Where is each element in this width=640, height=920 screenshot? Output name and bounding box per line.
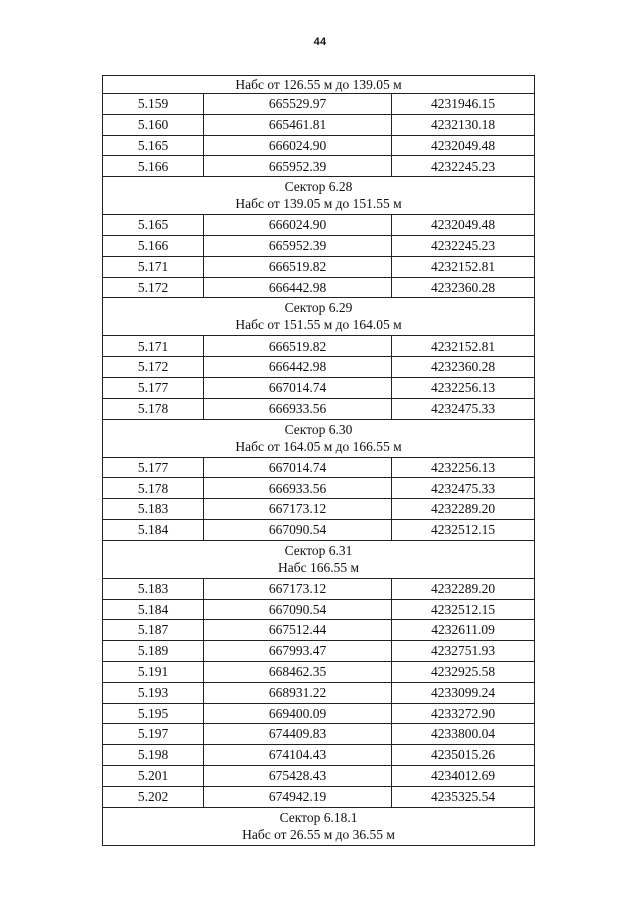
- sector-title: Сектор 6.31: [284, 542, 353, 558]
- table-row: [103, 135, 535, 156]
- y-coordinate-cell: 4232289.20: [392, 578, 535, 599]
- y-coordinate-cell: 4232049.48: [392, 135, 535, 156]
- point-number-cell: 5.171: [103, 336, 204, 357]
- section-header: [103, 807, 535, 845]
- height-range-label: Набс от 139.05 м до 151.55 м: [235, 196, 402, 212]
- table-row: [103, 114, 535, 135]
- y-coordinate-cell: 4233099.24: [392, 682, 535, 703]
- x-coordinate-cell: 666442.98: [204, 357, 392, 378]
- section-header-row: [103, 807, 535, 845]
- y-coordinate-cell: 4232130.18: [392, 114, 535, 135]
- height-range-label: Набс от 26.55 м до 36.55 м: [242, 826, 395, 842]
- point-number-cell: 5.198: [103, 745, 204, 766]
- x-coordinate-cell: 667090.54: [204, 519, 392, 540]
- point-number-cell: 5.183: [103, 578, 204, 599]
- x-coordinate-cell: 665529.97: [204, 94, 392, 115]
- y-coordinate-cell: 4231946.15: [392, 94, 535, 115]
- y-coordinate-cell: 4232475.33: [392, 398, 535, 419]
- y-coordinate-cell: 4233272.90: [392, 703, 535, 724]
- table-row: [103, 256, 535, 277]
- x-coordinate-cell: 666933.56: [204, 478, 392, 499]
- x-coordinate-cell: 666024.90: [204, 215, 392, 236]
- point-number-cell: 5.178: [103, 478, 204, 499]
- x-coordinate-cell: 665952.39: [204, 235, 392, 256]
- table-row: [103, 478, 535, 499]
- x-coordinate-cell: 674409.83: [204, 724, 392, 745]
- page-number: 44: [313, 36, 327, 48]
- table-row: [103, 765, 535, 786]
- table-row: [103, 745, 535, 766]
- coordinates-table-body: [103, 76, 535, 846]
- section-header: [103, 76, 535, 94]
- sector-title: Сектор 6.28: [284, 179, 353, 195]
- x-coordinate-cell: 666519.82: [204, 256, 392, 277]
- x-coordinate-cell: 674942.19: [204, 786, 392, 807]
- table-row: [103, 786, 535, 807]
- point-number-cell: 5.172: [103, 357, 204, 378]
- table-row: [103, 682, 535, 703]
- point-number-cell: 5.195: [103, 703, 204, 724]
- section-header-row: [103, 298, 535, 336]
- section-header: [103, 540, 535, 578]
- y-coordinate-cell: 4232256.13: [392, 377, 535, 398]
- table-row: [103, 357, 535, 378]
- y-coordinate-cell: 4232289.20: [392, 499, 535, 520]
- point-number-cell: 5.201: [103, 765, 204, 786]
- y-coordinate-cell: 4232152.81: [392, 336, 535, 357]
- y-coordinate-cell: 4232245.23: [392, 235, 535, 256]
- point-number-cell: 5.159: [103, 94, 204, 115]
- table-row: [103, 377, 535, 398]
- x-coordinate-cell: 666442.98: [204, 277, 392, 298]
- table-row: [103, 599, 535, 620]
- table-row: [103, 703, 535, 724]
- section-header: [103, 298, 535, 336]
- point-number-cell: 5.171: [103, 256, 204, 277]
- y-coordinate-cell: 4234012.69: [392, 765, 535, 786]
- y-coordinate-cell: 4232925.58: [392, 661, 535, 682]
- x-coordinate-cell: 665952.39: [204, 156, 392, 177]
- table-row: [103, 277, 535, 298]
- point-number-cell: 5.184: [103, 519, 204, 540]
- sector-title: Сектор 6.29: [284, 300, 353, 316]
- y-coordinate-cell: 4232512.15: [392, 599, 535, 620]
- y-coordinate-cell: 4232256.13: [392, 457, 535, 478]
- table-row: [103, 156, 535, 177]
- height-range-label: Набс от 126.55 м до 139.05 м: [235, 77, 402, 92]
- height-range-label: Набс от 164.05 м до 166.55 м: [235, 438, 402, 454]
- point-number-cell: 5.187: [103, 620, 204, 641]
- x-coordinate-cell: 667512.44: [204, 620, 392, 641]
- point-number-cell: 5.191: [103, 661, 204, 682]
- section-header: [103, 419, 535, 457]
- height-range-label: Набс от 151.55 м до 164.05 м: [235, 317, 402, 333]
- x-coordinate-cell: 666519.82: [204, 336, 392, 357]
- y-coordinate-cell: 4232611.09: [392, 620, 535, 641]
- table-row: [103, 215, 535, 236]
- point-number-cell: 5.177: [103, 377, 204, 398]
- y-coordinate-cell: 4232475.33: [392, 478, 535, 499]
- x-coordinate-cell: 665461.81: [204, 114, 392, 135]
- point-number-cell: 5.183: [103, 499, 204, 520]
- y-coordinate-cell: 4232245.23: [392, 156, 535, 177]
- table-row: [103, 620, 535, 641]
- sector-title: Сектор 6.18.1: [279, 809, 358, 825]
- table-row: [103, 94, 535, 115]
- table-row: [103, 398, 535, 419]
- table-row: [103, 578, 535, 599]
- x-coordinate-cell: 669400.09: [204, 703, 392, 724]
- y-coordinate-cell: 4232049.48: [392, 215, 535, 236]
- section-header-row: [103, 419, 535, 457]
- point-number-cell: 5.165: [103, 135, 204, 156]
- x-coordinate-cell: 667014.74: [204, 377, 392, 398]
- x-coordinate-cell: 667173.12: [204, 578, 392, 599]
- y-coordinate-cell: 4233800.04: [392, 724, 535, 745]
- table-row: [103, 457, 535, 478]
- point-number-cell: 5.202: [103, 786, 204, 807]
- y-coordinate-cell: 4235015.26: [392, 745, 535, 766]
- x-coordinate-cell: 668462.35: [204, 661, 392, 682]
- table-row: [103, 724, 535, 745]
- y-coordinate-cell: 4232751.93: [392, 641, 535, 662]
- point-number-cell: 5.165: [103, 215, 204, 236]
- point-number-cell: 5.172: [103, 277, 204, 298]
- point-number-cell: 5.189: [103, 641, 204, 662]
- x-coordinate-cell: 667173.12: [204, 499, 392, 520]
- section-header: [103, 177, 535, 215]
- y-coordinate-cell: 4232152.81: [392, 256, 535, 277]
- sector-title: Сектор 6.30: [284, 421, 353, 437]
- x-coordinate-cell: 667090.54: [204, 599, 392, 620]
- table-row: [103, 519, 535, 540]
- table-row: [103, 336, 535, 357]
- x-coordinate-cell: 666933.56: [204, 398, 392, 419]
- y-coordinate-cell: 4232360.28: [392, 277, 535, 298]
- table-row: [103, 235, 535, 256]
- point-number-cell: 5.160: [103, 114, 204, 135]
- section-header-row: [103, 177, 535, 215]
- y-coordinate-cell: 4232360.28: [392, 357, 535, 378]
- height-range-label: Набс 166.55 м: [278, 559, 360, 575]
- x-coordinate-cell: 667993.47: [204, 641, 392, 662]
- table-row: [103, 641, 535, 662]
- point-number-cell: 5.178: [103, 398, 204, 419]
- coordinates-table: [102, 75, 535, 846]
- y-coordinate-cell: 4235325.54: [392, 786, 535, 807]
- y-coordinate-cell: 4232512.15: [392, 519, 535, 540]
- x-coordinate-cell: 668931.22: [204, 682, 392, 703]
- table-row: [103, 499, 535, 520]
- section-header-row: [103, 540, 535, 578]
- point-number-cell: 5.166: [103, 156, 204, 177]
- x-coordinate-cell: 675428.43: [204, 765, 392, 786]
- point-number-cell: 5.177: [103, 457, 204, 478]
- section-header-row: [103, 76, 535, 94]
- point-number-cell: 5.166: [103, 235, 204, 256]
- point-number-cell: 5.184: [103, 599, 204, 620]
- table-row: [103, 661, 535, 682]
- point-number-cell: 5.197: [103, 724, 204, 745]
- point-number-cell: 5.193: [103, 682, 204, 703]
- x-coordinate-cell: 666024.90: [204, 135, 392, 156]
- x-coordinate-cell: 667014.74: [204, 457, 392, 478]
- x-coordinate-cell: 674104.43: [204, 745, 392, 766]
